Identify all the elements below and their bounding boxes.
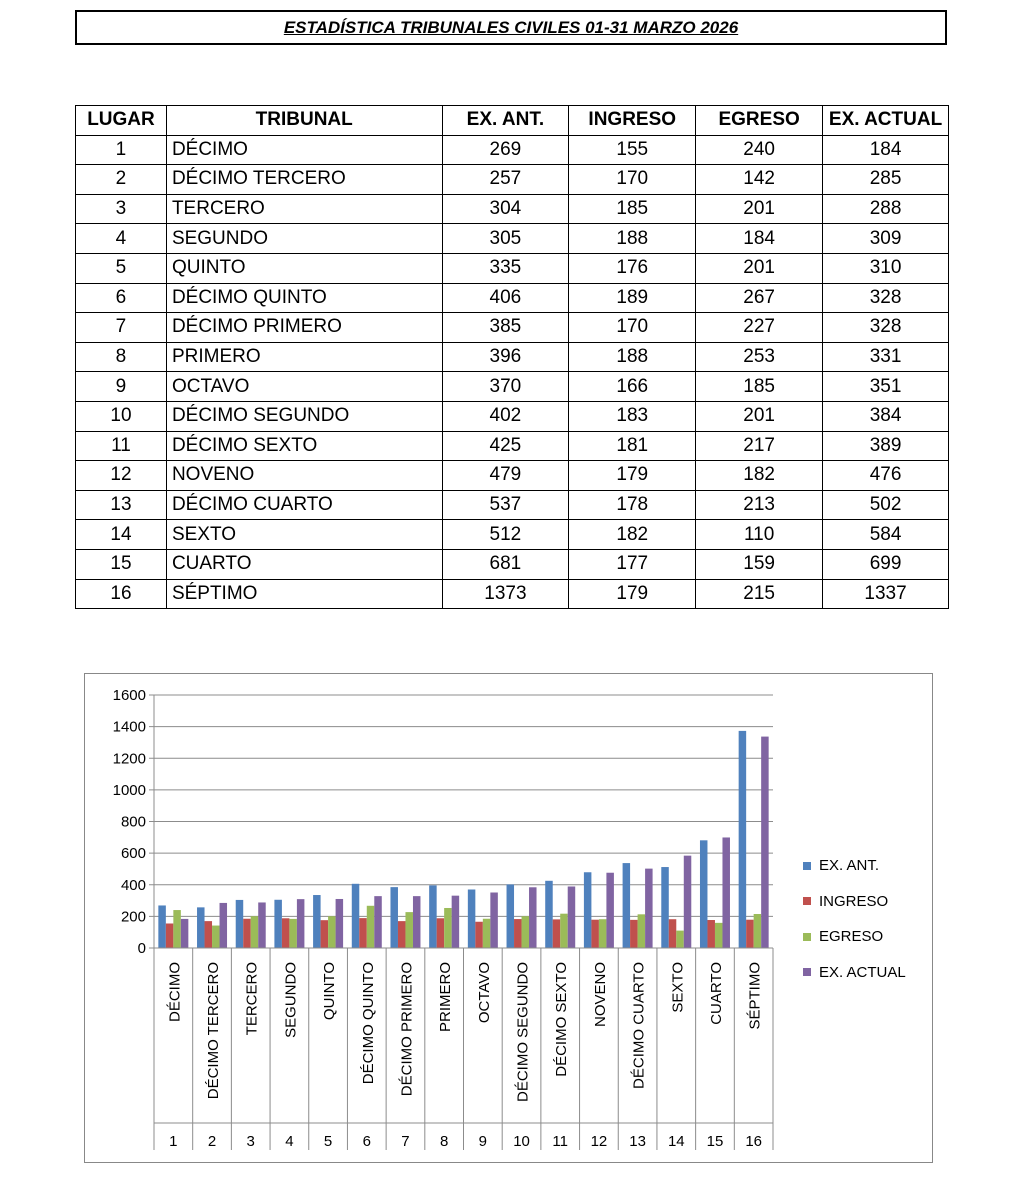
x-category-number: 14 bbox=[667, 1133, 685, 1150]
legend-swatch bbox=[803, 897, 811, 905]
page-title: ESTADÍSTICA TRIBUNALES CIVILES 01-31 MARZO 2026 bbox=[283, 17, 739, 37]
cell-lugar: 11 bbox=[76, 431, 167, 461]
cell-lugar: 3 bbox=[76, 194, 167, 224]
cell-ingreso: 166 bbox=[569, 372, 696, 402]
bar bbox=[197, 907, 205, 948]
cell-lugar: 10 bbox=[76, 401, 167, 431]
bar bbox=[584, 872, 592, 948]
bar bbox=[289, 919, 297, 948]
cell-egreso: 213 bbox=[696, 490, 823, 520]
x-category-number: 2 bbox=[207, 1133, 217, 1150]
cell-tribunal: DÉCIMO SEXTO bbox=[166, 431, 442, 461]
cell-ingreso: 170 bbox=[569, 165, 696, 195]
bar bbox=[522, 916, 530, 948]
cell-egreso: 184 bbox=[696, 224, 823, 254]
legend-swatch bbox=[803, 933, 811, 941]
bar bbox=[623, 863, 631, 948]
cell-ex-actual: 389 bbox=[823, 431, 949, 461]
cell-lugar: 15 bbox=[76, 549, 167, 579]
cell-egreso: 253 bbox=[696, 342, 823, 372]
legend-label: INGRESO bbox=[819, 892, 889, 910]
y-tick-label: 400 bbox=[120, 876, 146, 894]
cell-ingreso: 155 bbox=[569, 135, 696, 165]
x-category-number: 7 bbox=[401, 1133, 410, 1150]
bar bbox=[545, 881, 553, 948]
y-tick-label: 1200 bbox=[112, 750, 146, 768]
bar bbox=[507, 884, 515, 948]
cell-ingreso: 188 bbox=[569, 224, 696, 254]
cell-ingreso: 177 bbox=[569, 549, 696, 579]
cell-ex-ant: 1373 bbox=[442, 579, 569, 609]
bar bbox=[158, 905, 166, 948]
column-header-ex-ant: EX. ANT. bbox=[442, 106, 569, 136]
cell-ex-actual: 584 bbox=[823, 520, 949, 550]
cell-ex-ant: 406 bbox=[442, 283, 569, 313]
cell-tribunal: DÉCIMO QUINTO bbox=[166, 283, 442, 313]
bar bbox=[444, 908, 452, 948]
cell-ex-actual: 502 bbox=[823, 490, 949, 520]
bar bbox=[475, 922, 483, 948]
cell-ingreso: 189 bbox=[569, 283, 696, 313]
cell-ex-actual: 288 bbox=[823, 194, 949, 224]
bar bbox=[336, 899, 344, 948]
x-category-number: 8 bbox=[439, 1133, 449, 1150]
x-category-number: 10 bbox=[513, 1133, 530, 1150]
x-category-label: PRIMERO bbox=[437, 962, 455, 1033]
bar bbox=[739, 731, 747, 948]
bar bbox=[754, 914, 762, 948]
cell-egreso: 217 bbox=[696, 431, 823, 461]
cell-egreso: 142 bbox=[696, 165, 823, 195]
bar bbox=[258, 902, 266, 948]
cell-ex-actual: 476 bbox=[823, 461, 949, 491]
bar bbox=[452, 896, 460, 948]
cell-tribunal: CUARTO bbox=[166, 549, 442, 579]
legend-swatch bbox=[803, 968, 811, 976]
x-category-label: DÉCIMO PRIMERO bbox=[398, 962, 416, 1097]
bar bbox=[321, 920, 329, 948]
legend-label: EGRESO bbox=[819, 928, 884, 946]
bar bbox=[212, 926, 220, 948]
x-category-label: DÉCIMO bbox=[166, 962, 184, 1022]
cell-lugar: 7 bbox=[76, 313, 167, 343]
chart-legend bbox=[803, 848, 906, 990]
x-category-label: DÉCIMO QUINTO bbox=[359, 962, 377, 1085]
cell-tribunal: DÉCIMO bbox=[166, 135, 442, 165]
bar bbox=[236, 900, 244, 948]
cell-ingreso: 178 bbox=[569, 490, 696, 520]
bar bbox=[274, 900, 282, 948]
x-category-label: NOVENO bbox=[591, 962, 609, 1028]
bar bbox=[374, 896, 382, 948]
cell-ex-actual: 328 bbox=[823, 283, 949, 313]
cell-egreso: 215 bbox=[696, 579, 823, 609]
bar bbox=[328, 916, 336, 948]
bar bbox=[429, 885, 437, 948]
y-tick-label: 200 bbox=[120, 908, 146, 926]
bar bbox=[553, 919, 561, 948]
cell-ex-actual: 1337 bbox=[823, 579, 949, 609]
cell-egreso: 201 bbox=[696, 253, 823, 283]
cell-lugar: 4 bbox=[76, 224, 167, 254]
cell-ex-ant: 402 bbox=[442, 401, 569, 431]
cell-tribunal: PRIMERO bbox=[166, 342, 442, 372]
bar bbox=[166, 923, 174, 948]
x-category-number: 11 bbox=[552, 1133, 569, 1150]
cell-lugar: 2 bbox=[76, 165, 167, 195]
cell-egreso: 182 bbox=[696, 461, 823, 491]
cell-lugar: 8 bbox=[76, 342, 167, 372]
x-category-number: 15 bbox=[706, 1133, 724, 1150]
x-category-label: SEXTO bbox=[669, 962, 687, 1013]
x-category-number: 13 bbox=[629, 1133, 646, 1150]
cell-lugar: 6 bbox=[76, 283, 167, 313]
cell-ex-ant: 304 bbox=[442, 194, 569, 224]
cell-ex-actual: 331 bbox=[823, 342, 949, 372]
cell-egreso: 267 bbox=[696, 283, 823, 313]
legend-swatch bbox=[803, 862, 811, 870]
y-tick-label: 1000 bbox=[112, 781, 146, 799]
x-category-label: DÉCIMO CUARTO bbox=[630, 962, 648, 1089]
cell-ingreso: 179 bbox=[569, 461, 696, 491]
bar bbox=[205, 921, 213, 948]
bar bbox=[367, 906, 375, 948]
x-category-number: 9 bbox=[478, 1133, 488, 1150]
bar bbox=[490, 892, 498, 948]
bar bbox=[313, 895, 321, 948]
legend-label: EX. ANT. bbox=[819, 857, 880, 875]
bar bbox=[529, 887, 537, 948]
cell-ex-ant: 537 bbox=[442, 490, 569, 520]
bar bbox=[591, 920, 599, 948]
bar bbox=[390, 887, 398, 948]
column-header-ex-actual: EX. ACTUAL bbox=[823, 106, 949, 136]
bar bbox=[220, 903, 228, 948]
bar bbox=[746, 920, 754, 948]
column-header-egreso: EGRESO bbox=[696, 106, 823, 136]
x-category-label: DÉCIMO SEXTO bbox=[553, 962, 571, 1077]
column-header-tribunal: TRIBUNAL bbox=[166, 106, 442, 136]
cell-ingreso: 185 bbox=[569, 194, 696, 224]
bar bbox=[715, 923, 723, 948]
bar bbox=[514, 919, 522, 948]
bar bbox=[468, 889, 476, 948]
bar bbox=[560, 914, 568, 948]
bar bbox=[630, 920, 638, 948]
bar bbox=[173, 910, 181, 948]
cell-tribunal: SEGUNDO bbox=[166, 224, 442, 254]
x-category-number: 1 bbox=[169, 1133, 178, 1150]
cell-ex-ant: 512 bbox=[442, 520, 569, 550]
cell-tribunal: NOVENO bbox=[166, 461, 442, 491]
bar bbox=[599, 919, 607, 948]
cell-egreso: 159 bbox=[696, 549, 823, 579]
cell-ex-ant: 385 bbox=[442, 313, 569, 343]
cell-ex-ant: 425 bbox=[442, 431, 569, 461]
bar bbox=[606, 873, 614, 948]
cell-tribunal: DÉCIMO PRIMERO bbox=[166, 313, 442, 343]
cell-ex-ant: 396 bbox=[442, 342, 569, 372]
x-category-number: 5 bbox=[323, 1133, 333, 1150]
legend-item bbox=[803, 848, 906, 884]
cell-ingreso: 182 bbox=[569, 520, 696, 550]
x-category-label: TERCERO bbox=[243, 962, 261, 1036]
cell-tribunal: DÉCIMO CUARTO bbox=[166, 490, 442, 520]
x-category-label: SÉPTIMO bbox=[746, 962, 764, 1030]
bar bbox=[181, 919, 189, 948]
cell-egreso: 110 bbox=[696, 520, 823, 550]
cell-lugar: 13 bbox=[76, 490, 167, 520]
cell-tribunal: TERCERO bbox=[166, 194, 442, 224]
y-tick-label: 0 bbox=[137, 940, 146, 957]
legend-item bbox=[803, 919, 906, 955]
y-tick-label: 800 bbox=[120, 813, 146, 831]
cell-ingreso: 188 bbox=[569, 342, 696, 372]
cell-ex-actual: 184 bbox=[823, 135, 949, 165]
x-category-number: 3 bbox=[246, 1133, 255, 1150]
x-category-label: DÉCIMO SEGUNDO bbox=[514, 962, 532, 1103]
bar bbox=[243, 919, 251, 948]
cell-egreso: 201 bbox=[696, 194, 823, 224]
x-category-label: QUINTO bbox=[321, 962, 339, 1021]
y-tick-label: 600 bbox=[120, 845, 146, 863]
cell-tribunal: QUINTO bbox=[166, 253, 442, 283]
bar bbox=[645, 869, 653, 948]
column-header-ingreso: INGRESO bbox=[569, 106, 696, 136]
x-category-number: 6 bbox=[362, 1133, 371, 1150]
cell-egreso: 227 bbox=[696, 313, 823, 343]
bar bbox=[483, 919, 491, 948]
cell-ex-ant: 681 bbox=[442, 549, 569, 579]
cell-tribunal: DÉCIMO TERCERO bbox=[166, 165, 442, 195]
bar bbox=[398, 921, 406, 948]
legend-item bbox=[803, 884, 906, 920]
bar bbox=[638, 914, 646, 948]
cell-tribunal: SÉPTIMO bbox=[166, 579, 442, 609]
cell-lugar: 16 bbox=[76, 579, 167, 609]
cell-ex-actual: 285 bbox=[823, 165, 949, 195]
cell-egreso: 185 bbox=[696, 372, 823, 402]
cell-tribunal: OCTAVO bbox=[166, 372, 442, 402]
cell-lugar: 5 bbox=[76, 253, 167, 283]
bar bbox=[568, 886, 576, 948]
bar bbox=[282, 918, 290, 948]
x-category-number: 12 bbox=[590, 1133, 608, 1150]
cell-ex-ant: 335 bbox=[442, 253, 569, 283]
cell-ex-ant: 257 bbox=[442, 165, 569, 195]
x-category-label: OCTAVO bbox=[475, 962, 493, 1024]
bar bbox=[707, 920, 715, 948]
legend-item bbox=[803, 955, 906, 991]
cell-ex-ant: 269 bbox=[442, 135, 569, 165]
cell-egreso: 201 bbox=[696, 401, 823, 431]
bar bbox=[761, 737, 769, 948]
cell-ex-actual: 309 bbox=[823, 224, 949, 254]
bar bbox=[676, 931, 684, 948]
cell-lugar: 9 bbox=[76, 372, 167, 402]
bar bbox=[722, 837, 730, 948]
cell-ingreso: 176 bbox=[569, 253, 696, 283]
bar bbox=[437, 918, 445, 948]
cell-ex-ant: 305 bbox=[442, 224, 569, 254]
bar bbox=[251, 916, 259, 948]
cell-lugar: 1 bbox=[76, 135, 167, 165]
cell-ex-actual: 384 bbox=[823, 401, 949, 431]
cell-ex-ant: 370 bbox=[442, 372, 569, 402]
cell-ingreso: 170 bbox=[569, 313, 696, 343]
bar bbox=[700, 840, 708, 948]
cell-ex-ant: 479 bbox=[442, 461, 569, 491]
cell-egreso: 240 bbox=[696, 135, 823, 165]
y-tick-label: 1600 bbox=[112, 687, 146, 704]
y-tick-label: 1400 bbox=[112, 718, 146, 736]
x-category-label: SEGUNDO bbox=[282, 962, 300, 1038]
cell-ingreso: 183 bbox=[569, 401, 696, 431]
cell-ex-actual: 328 bbox=[823, 313, 949, 343]
cell-lugar: 12 bbox=[76, 461, 167, 491]
bar bbox=[661, 867, 669, 948]
cell-lugar: 14 bbox=[76, 520, 167, 550]
bar bbox=[297, 899, 305, 948]
x-category-number: 4 bbox=[285, 1133, 294, 1150]
cell-tribunal: SEXTO bbox=[166, 520, 442, 550]
cell-ex-actual: 310 bbox=[823, 253, 949, 283]
cell-ingreso: 179 bbox=[569, 579, 696, 609]
bar bbox=[405, 912, 413, 948]
cell-tribunal: DÉCIMO SEGUNDO bbox=[166, 401, 442, 431]
cell-ex-actual: 699 bbox=[823, 549, 949, 579]
bar bbox=[359, 918, 367, 948]
bar bbox=[669, 919, 677, 948]
x-category-label: DÉCIMO TERCERO bbox=[205, 962, 223, 1100]
legend-label: EX. ACTUAL bbox=[819, 963, 906, 981]
bar bbox=[352, 884, 360, 948]
cell-ex-actual: 351 bbox=[823, 372, 949, 402]
bar bbox=[684, 856, 692, 948]
bar bbox=[413, 896, 421, 948]
cell-ingreso: 181 bbox=[569, 431, 696, 461]
x-category-label: CUARTO bbox=[707, 962, 725, 1025]
column-header-lugar: LUGAR bbox=[76, 106, 167, 136]
x-category-number: 16 bbox=[745, 1133, 762, 1150]
